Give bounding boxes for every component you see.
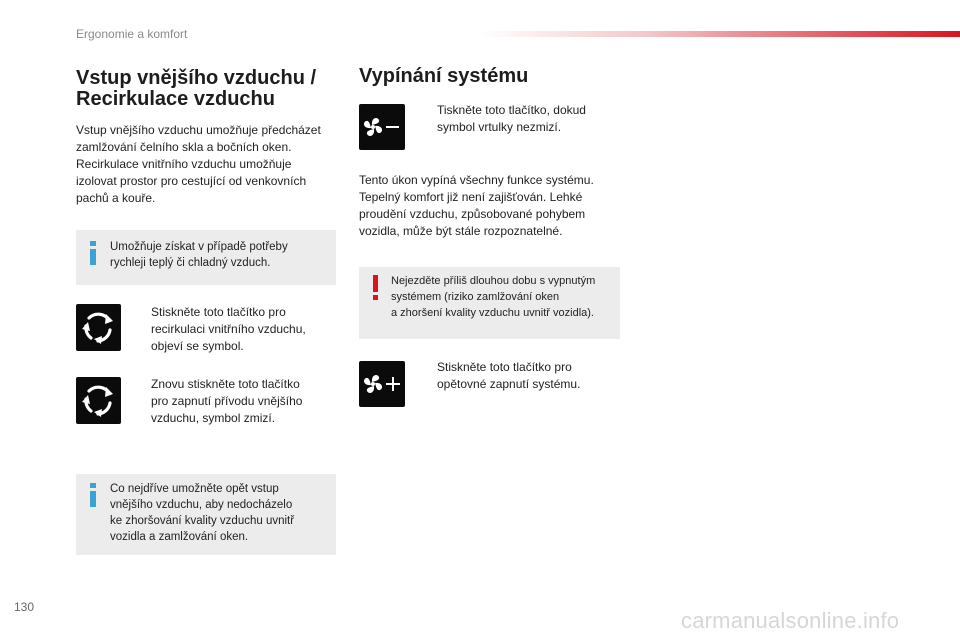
info-line: vnějšího vzduchu, aby nedocházelo <box>110 499 293 511</box>
recirculation-icon <box>76 304 121 351</box>
intro-line: izolovat prostor pro cestující od venkovních <box>76 174 307 188</box>
step-line: pro zapnutí přívodu vnějšího <box>151 394 303 408</box>
right-paragraph <box>359 172 619 240</box>
fan-off-button-image <box>359 104 405 150</box>
step-line: vzduchu, symbol zmizí. <box>151 411 276 425</box>
info-line: Umožňuje získat v případě potřeby <box>110 241 288 253</box>
step-system-off <box>417 102 617 138</box>
warning-icon <box>373 275 379 300</box>
para-line: Tepelný komfort již není zajišťován. Lehké <box>359 190 583 204</box>
left-intro-paragraph <box>76 122 346 207</box>
left-title-line1: Vstup vnějšího vzduchu / <box>76 67 317 89</box>
left-title-line2: Recirkulace vzduchu <box>76 88 275 110</box>
recirculation-icon <box>76 377 121 424</box>
step-line: opětovné zapnutí systému. <box>437 377 581 391</box>
info-box-faster-air <box>76 230 336 285</box>
info-line: vozidla a zamlžování oken. <box>110 531 249 543</box>
warning-line: systémem (riziko zamlžování oken <box>391 291 560 303</box>
intro-line: Recirkulace vnitřního vzduchu umožňuje <box>76 157 292 171</box>
header-accent-bar <box>480 31 960 37</box>
page-number: 130 <box>14 600 35 614</box>
recirculation-button-image <box>76 304 121 351</box>
step-recirculation-off <box>131 376 336 428</box>
info-line: ke zhoršování kvality vzduchu uvnitř <box>110 515 295 527</box>
step-line: Znovu stiskněte toto tlačítko <box>151 377 300 391</box>
recirculation-button-image <box>76 377 121 424</box>
step-line: Tiskněte toto tlačítko, dokud <box>437 103 586 117</box>
intro-line: Vstup vnějšího vzduchu umožňuje předcházet <box>76 123 321 137</box>
fan-minus-icon <box>359 104 405 150</box>
step-line: recirkulaci vnitřního vzduchu, <box>151 322 306 336</box>
left-section-title <box>76 68 316 110</box>
step-text <box>437 102 586 136</box>
warning-line: a zhoršení kvality vzduchu uvnitř vozidla). <box>391 307 594 319</box>
step-line: Stiskněte toto tlačítko pro <box>437 360 572 374</box>
info-line: Co nejdříve umožněte opět vstup <box>110 483 279 495</box>
info-line: rychleji teplý či chladný vzduch. <box>110 257 271 269</box>
right-section-title: Vypínání systému <box>359 65 529 87</box>
watermark: carmanualsonline.info <box>681 608 900 633</box>
info-box-text <box>110 239 330 271</box>
fan-plus-icon <box>359 361 405 407</box>
step-text <box>151 376 302 427</box>
warning-line: Nejezděte příliš dlouhou dobu s vypnutým <box>391 275 596 287</box>
para-line: vozidla, může být stále rozpoznatelné. <box>359 224 563 238</box>
step-text <box>437 359 580 393</box>
warning-text <box>391 273 619 321</box>
step-line: Stiskněte toto tlačítko pro <box>151 305 286 319</box>
para-line: Tento úkon vypíná všechny funkce systému. <box>359 173 594 187</box>
step-system-on <box>417 359 617 395</box>
warning-box <box>359 267 620 339</box>
info-icon <box>90 483 96 507</box>
fan-on-button-image <box>359 361 405 407</box>
para-line: proudění vzduchu, způsobované pohybem <box>359 207 586 221</box>
step-line: objeví se symbol. <box>151 339 244 353</box>
info-icon <box>90 241 96 265</box>
info-box-text <box>110 481 332 545</box>
step-recirculation-on <box>131 304 336 356</box>
intro-line: zamlžování čelního skla a bočních oken. <box>76 140 292 154</box>
step-text <box>151 304 306 355</box>
section-header: Ergonomie a komfort <box>76 27 188 41</box>
intro-line: pachů a kouře. <box>76 191 156 205</box>
info-box-restore-air <box>76 474 336 555</box>
step-line: symbol vrtulky nezmizí. <box>437 120 562 134</box>
